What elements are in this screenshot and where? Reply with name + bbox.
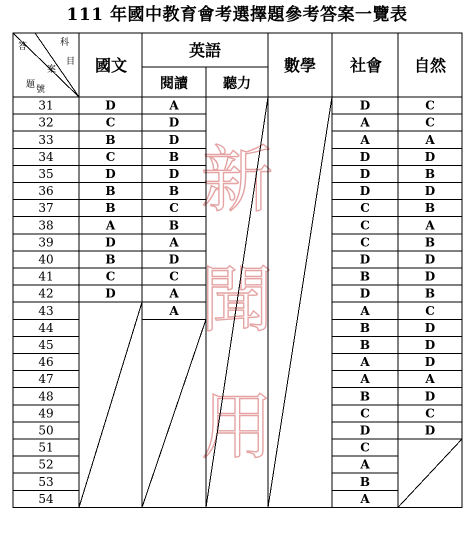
answer-science: B xyxy=(424,235,436,250)
answer-chinese: A xyxy=(105,218,116,233)
question-number: 52 xyxy=(38,457,54,472)
answer-social: C xyxy=(360,235,370,250)
answer-social: D xyxy=(359,166,371,181)
question-number: 38 xyxy=(38,218,54,233)
question-number: 54 xyxy=(38,491,54,506)
header-math: 數學 xyxy=(283,56,317,75)
answer-social: C xyxy=(360,406,370,421)
answer-social: C xyxy=(360,440,370,455)
answer-social: A xyxy=(360,491,370,506)
watermark-char: 用 xyxy=(200,385,274,469)
answer-science: D xyxy=(424,423,436,438)
answer-reading: A xyxy=(169,98,179,113)
answer-social: C xyxy=(360,218,370,233)
question-number: 33 xyxy=(38,132,54,147)
answer-social: D xyxy=(359,252,371,267)
answer-reading: D xyxy=(168,132,180,147)
answer-science: C xyxy=(425,406,435,421)
answer-chinese: D xyxy=(105,166,116,181)
answer-reading: B xyxy=(168,149,180,164)
header-chinese: 國文 xyxy=(94,56,128,75)
answer-social: A xyxy=(360,132,370,147)
answer-reading: A xyxy=(169,303,179,318)
answer-science: C xyxy=(425,303,435,318)
question-number: 37 xyxy=(38,201,54,216)
table-header xyxy=(18,36,447,95)
watermark-char: 新 xyxy=(200,138,274,222)
blank-slash-reading xyxy=(142,319,206,507)
answer-social: B xyxy=(359,337,371,352)
blank-slash-math xyxy=(268,97,332,507)
answer-social: D xyxy=(359,423,371,438)
answer-science: D xyxy=(424,320,436,335)
answer-reading: D xyxy=(168,166,180,181)
answer-chinese: D xyxy=(105,235,116,250)
answer-social: A xyxy=(360,115,370,130)
question-number: 51 xyxy=(38,440,54,455)
answer-science: D xyxy=(424,252,436,267)
answer-science: B xyxy=(424,201,436,216)
answer-science: A xyxy=(425,372,435,387)
answer-social: D xyxy=(359,149,371,164)
answer-chinese: C xyxy=(105,149,116,164)
question-number: 49 xyxy=(38,406,54,421)
watermark-char: 聞 xyxy=(200,258,274,342)
answer-reading: D xyxy=(168,252,180,267)
answer-social: A xyxy=(360,457,370,472)
answer-chinese: B xyxy=(105,132,116,147)
answer-social: A xyxy=(360,355,370,370)
blank-slash-science xyxy=(398,439,462,507)
answer-social: B xyxy=(359,269,371,284)
answer-chinese: B xyxy=(105,201,116,216)
corner-label-answer: 答 xyxy=(18,42,28,52)
answer-reading: C xyxy=(169,201,179,216)
blank-slash-chinese xyxy=(79,302,142,507)
question-number: 53 xyxy=(38,474,54,489)
question-number: 46 xyxy=(38,355,54,370)
header-social: 社會 xyxy=(349,56,383,75)
answer-reading: B xyxy=(168,218,180,233)
question-number: 42 xyxy=(38,286,54,301)
corner-label-number: 號 xyxy=(36,85,46,95)
answer-chinese: B xyxy=(105,252,116,267)
question-number: 32 xyxy=(38,115,54,130)
corner-label-subject-1: 科 xyxy=(60,38,70,48)
answer-science: C xyxy=(425,98,435,113)
answer-social: D xyxy=(359,286,371,301)
answer-science: A xyxy=(425,132,435,147)
answer-chinese: C xyxy=(105,269,116,284)
answer-science: D xyxy=(424,337,436,352)
answer-science: B xyxy=(424,286,436,301)
question-number: 45 xyxy=(38,337,54,352)
question-number: 39 xyxy=(38,235,54,250)
answer-chinese: B xyxy=(105,184,116,199)
header-science: 自然 xyxy=(413,56,447,75)
answer-social: B xyxy=(359,320,371,335)
question-number: 35 xyxy=(38,166,54,181)
answer-social: A xyxy=(360,303,370,318)
corner-label-question: 題 xyxy=(26,80,36,90)
answer-science: D xyxy=(424,149,436,164)
answer-social: D xyxy=(359,184,371,199)
corner-label-answer-2: 案 xyxy=(47,65,57,75)
question-number: 50 xyxy=(38,423,54,438)
answer-chinese: C xyxy=(105,115,116,130)
answer-reading: D xyxy=(168,115,180,130)
answer-science: D xyxy=(424,355,436,370)
answer-chinese: D xyxy=(105,286,116,301)
page-title: 111 年國中教育會考選擇題參考答案一覽表 xyxy=(66,5,408,25)
question-number: 40 xyxy=(38,252,54,267)
answer-science: D xyxy=(424,184,436,199)
question-number: 41 xyxy=(38,269,54,284)
answer-reading: C xyxy=(169,269,179,284)
header-english-reading: 閱讀 xyxy=(160,76,188,92)
question-number: 48 xyxy=(38,389,54,404)
answer-reading: B xyxy=(168,184,180,199)
answer-social: C xyxy=(360,201,370,216)
question-number: 34 xyxy=(38,149,54,164)
corner-label-subject-2: 目 xyxy=(66,57,76,67)
question-number: 31 xyxy=(38,98,54,113)
answer-reading: A xyxy=(169,235,179,250)
question-number: 44 xyxy=(38,320,54,335)
answer-social: B xyxy=(359,389,371,404)
answer-social: D xyxy=(359,98,371,113)
question-number: 47 xyxy=(38,372,54,387)
answer-science: A xyxy=(425,218,435,233)
answer-science: D xyxy=(424,389,436,404)
header-english: 英語 xyxy=(188,41,222,60)
answer-reading: A xyxy=(169,286,179,301)
answer-social: B xyxy=(359,474,371,489)
question-number: 36 xyxy=(38,184,54,199)
answer-science: D xyxy=(424,269,436,284)
answer-chinese: D xyxy=(105,98,116,113)
question-number: 43 xyxy=(38,303,54,318)
answer-social: A xyxy=(360,372,370,387)
answer-science: C xyxy=(425,115,435,130)
header-english-listening: 聽力 xyxy=(223,76,251,92)
answer-science: B xyxy=(424,166,436,181)
